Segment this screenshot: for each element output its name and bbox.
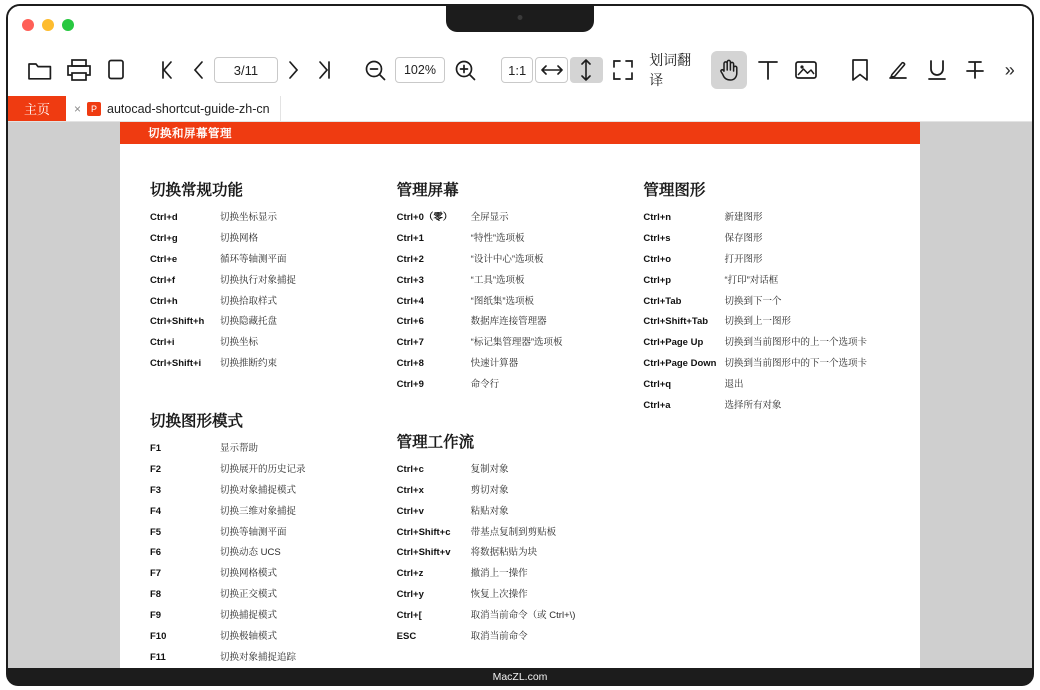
watermark-text: MacZL.com <box>492 671 548 683</box>
table-row <box>150 316 387 337</box>
shortcut-key: Ctrl+n <box>643 212 672 223</box>
shortcut-desc: 剪切对象 <box>470 484 509 496</box>
table-row <box>397 589 634 610</box>
table-row <box>150 212 387 233</box>
shortcut-desc: 切换对象捕捉模式 <box>220 484 297 496</box>
table-row <box>397 296 634 317</box>
shortcut-key: Ctrl+4 <box>396 295 424 307</box>
shortcut-key: Ctrl+p <box>643 274 672 286</box>
shortcut-desc: 切换执行对象捕捉 <box>220 274 297 286</box>
minimize-window-button[interactable] <box>42 19 54 31</box>
table-row <box>150 296 387 317</box>
table-row <box>397 610 634 631</box>
table-row <box>150 233 387 254</box>
shortcut-key: Ctrl+9 <box>396 379 424 390</box>
table-row <box>397 485 634 506</box>
table-row <box>397 275 634 296</box>
zoom-level-input[interactable]: 102% <box>395 57 445 83</box>
shortcut-desc: 切换动态 UCS <box>220 547 281 559</box>
close-icon[interactable]: × <box>74 101 82 116</box>
table-row <box>397 568 634 589</box>
column-2 <box>397 178 644 680</box>
tab-bar <box>8 96 1032 122</box>
shortcut-key: Ctrl+i <box>150 337 175 349</box>
shortcut-desc: 打开图形 <box>724 253 763 265</box>
shortcut-key: Ctrl+g <box>150 232 178 244</box>
table-row <box>150 464 387 485</box>
shortcut-key: F5 <box>150 526 162 538</box>
shortcut-key: F9 <box>150 610 162 621</box>
shortcut-desc: 复制对象 <box>470 463 509 475</box>
shortcut-desc: 切换三维对象捕捉 <box>220 505 297 517</box>
shortcut-desc: 切换展开的历史记录 <box>220 463 306 475</box>
tab-document[interactable] <box>66 96 281 121</box>
open-folder-icon[interactable] <box>22 51 58 89</box>
close-window-button[interactable] <box>22 19 34 31</box>
shortcut-key: F7 <box>150 568 162 580</box>
zoom-out-icon[interactable] <box>357 51 393 89</box>
maximize-window-button[interactable] <box>62 19 74 31</box>
app-window <box>6 4 1034 682</box>
shortcut-table <box>150 443 387 680</box>
table-row <box>397 212 634 233</box>
table-row <box>643 358 880 379</box>
shortcut-desc: 新建图形 <box>724 212 763 223</box>
shortcut-key: F4 <box>150 505 162 517</box>
shortcut-desc: 选择所有对象 <box>724 399 782 411</box>
first-page-icon[interactable] <box>153 51 182 89</box>
shortcut-desc: 切换对象捕捉追踪 <box>220 651 297 663</box>
shortcut-key: Ctrl+o <box>643 253 672 265</box>
shortcut-desc: 切换到下一个 <box>724 295 782 307</box>
shortcut-desc: 切换极轴模式 <box>220 630 278 642</box>
next-page-icon[interactable] <box>280 51 309 89</box>
zoom-in-icon[interactable] <box>447 51 483 89</box>
highlight-tool-icon[interactable] <box>880 51 916 89</box>
shortcut-key: Ctrl+Tab <box>643 295 682 307</box>
shortcut-desc: 显示帮助 <box>220 443 259 454</box>
shortcut-desc: 切换推断约束 <box>220 358 278 370</box>
table-row <box>397 316 634 337</box>
main-toolbar <box>8 44 1032 96</box>
shortcut-desc: 切换到上一图形 <box>724 316 791 328</box>
table-row <box>643 296 880 317</box>
shortcut-key: F6 <box>150 547 162 559</box>
shortcut-desc: 取消当前命令（或 Ctrl+\) <box>470 610 576 621</box>
previous-page-icon[interactable] <box>184 51 213 89</box>
shortcut-key: F2 <box>150 463 162 475</box>
shortcut-desc: 将数据粘贴为块 <box>470 547 538 559</box>
section-title: 切换图形模式 <box>150 413 244 430</box>
shortcut-desc: 带基点复制到剪贴板 <box>470 526 557 538</box>
table-row <box>150 254 387 275</box>
shortcut-desc: 快速计算器 <box>470 358 519 370</box>
table-row <box>397 547 634 568</box>
shortcut-key: Ctrl+Page Down <box>643 358 717 370</box>
shortcut-desc: 切换正交模式 <box>220 589 278 601</box>
shortcut-desc: 切换坐标显示 <box>220 212 278 223</box>
shortcut-key: Ctrl+a <box>643 399 671 411</box>
shortcut-desc: 数据库连接管理器 <box>470 316 547 328</box>
shortcut-desc: “打印”对话框 <box>724 274 779 286</box>
print-icon[interactable] <box>60 51 96 89</box>
table-row <box>397 527 634 548</box>
shortcut-desc: 恢复上次操作 <box>470 589 528 601</box>
shortcut-key: F3 <box>150 484 162 496</box>
window-titlebar <box>8 6 1032 44</box>
traffic-light-group <box>22 19 74 31</box>
shortcut-desc: “设计中心”选项板 <box>470 253 544 265</box>
shortcut-table <box>397 212 634 400</box>
shortcut-desc: “标记集管理器”选项板 <box>470 337 563 349</box>
table-row <box>643 212 880 233</box>
shortcut-key: Ctrl+q <box>643 379 672 390</box>
shortcut-desc: 切换网格 <box>220 232 259 244</box>
table-row <box>643 337 880 358</box>
shortcut-key: Ctrl+s <box>643 232 671 244</box>
shortcut-desc: 命令行 <box>470 379 500 390</box>
fit-width-icon[interactable] <box>535 57 568 83</box>
shortcut-key: Ctrl+c <box>396 463 424 475</box>
shortcut-desc: 切换到当前图形中的上一个选项卡 <box>724 337 867 349</box>
table-row <box>150 568 387 589</box>
shortcut-key: Ctrl+Shift+Tab <box>643 316 709 328</box>
shortcut-key: Ctrl+y <box>396 589 424 601</box>
shortcut-desc: 全屏显示 <box>470 212 509 223</box>
table-row <box>397 631 634 652</box>
table-row <box>150 527 387 548</box>
pdf-file-icon: P <box>87 102 101 116</box>
shortcut-desc: 切换坐标 <box>220 337 259 349</box>
table-row <box>397 233 634 254</box>
table-row <box>150 610 387 631</box>
fit-height-icon[interactable] <box>570 57 603 83</box>
shortcut-key: F1 <box>150 443 162 454</box>
shortcut-key: Ctrl+d <box>150 212 178 223</box>
table-row <box>150 547 387 568</box>
shortcut-key: Ctrl+[ <box>396 610 422 621</box>
table-row <box>150 337 387 358</box>
shortcut-desc: 撤消上一操作 <box>470 568 528 580</box>
pdf-page <box>120 122 920 680</box>
table-row <box>150 358 387 379</box>
table-row <box>150 506 387 527</box>
shortcut-key: F8 <box>150 589 162 601</box>
table-row <box>397 254 634 275</box>
more-tools-button[interactable]: » <box>1004 59 1015 80</box>
page-banner-title: 切换和屏幕管理 <box>120 122 920 144</box>
display-notch <box>446 6 594 32</box>
shortcut-key: F11 <box>150 651 166 663</box>
shortcut-table <box>397 464 634 652</box>
shortcut-desc: 保存图形 <box>724 232 763 244</box>
shortcut-key: Ctrl+7 <box>396 337 424 349</box>
shortcut-desc: 切换到当前图形中的下一个选项卡 <box>724 358 867 370</box>
shortcut-key: Ctrl+Shift+i <box>150 358 202 370</box>
shortcut-key: Ctrl+0（零） <box>396 212 453 223</box>
shortcut-key: Ctrl+f <box>150 274 176 286</box>
table-row <box>397 464 634 485</box>
shortcut-key: Ctrl+1 <box>396 232 424 244</box>
table-row <box>150 275 387 296</box>
shortcut-key: Ctrl+e <box>150 253 178 265</box>
table-row <box>643 233 880 254</box>
shortcut-key: Ctrl+Page Up <box>643 337 704 349</box>
table-row <box>150 631 387 652</box>
table-row <box>150 485 387 506</box>
last-page-icon[interactable] <box>310 51 339 89</box>
table-row <box>397 337 634 358</box>
shortcut-key: Ctrl+3 <box>396 274 424 286</box>
actual-size-button[interactable]: 1:1 <box>501 57 534 83</box>
fullscreen-icon[interactable] <box>605 51 641 89</box>
text-tool-icon[interactable] <box>749 51 785 89</box>
shortcut-key: Ctrl+8 <box>396 358 424 370</box>
section-title: 管理屏幕 <box>396 182 459 199</box>
shortcut-desc: 取消当前命令 <box>470 630 528 642</box>
column-3 <box>643 178 890 680</box>
underline-tool-icon[interactable] <box>918 51 954 89</box>
image-tool-icon[interactable] <box>788 51 824 89</box>
word-translate-button[interactable]: 划词翻译 <box>649 52 692 88</box>
shortcut-desc: “工具”选项板 <box>470 274 525 286</box>
shortcut-desc: 切换网格模式 <box>220 568 278 580</box>
section-title: 切换常规功能 <box>150 182 244 199</box>
shortcut-desc: 退出 <box>724 379 744 390</box>
shortcut-desc: 循环等轴测平面 <box>220 253 287 265</box>
shortcut-key: ESC <box>396 630 417 642</box>
shortcut-desc: 切换隐藏托盘 <box>220 316 278 328</box>
shortcut-desc: “特性”选项板 <box>470 232 525 244</box>
strikethrough-tool-icon[interactable] <box>957 51 993 89</box>
shortcut-desc: 切换拾取样式 <box>220 295 278 307</box>
column-1 <box>150 178 397 680</box>
table-row <box>643 379 880 400</box>
page-columns <box>120 144 920 680</box>
table-row <box>643 275 880 296</box>
bookmark-tool-icon[interactable] <box>842 51 878 89</box>
table-row <box>150 443 387 464</box>
copy-icon[interactable] <box>99 51 135 89</box>
table-row <box>397 379 634 400</box>
shortcut-key: Ctrl+v <box>396 505 424 517</box>
shortcut-key: Ctrl+z <box>396 568 424 580</box>
shortcut-table <box>150 212 387 379</box>
shortcut-key: Ctrl+Shift+c <box>396 526 451 538</box>
shortcut-desc: 切换等轴测平面 <box>220 526 287 538</box>
table-row <box>397 358 634 379</box>
hand-tool-icon[interactable] <box>711 51 747 89</box>
shortcut-key: F10 <box>150 630 167 642</box>
shortcut-desc: 粘贴对象 <box>470 505 509 517</box>
shortcut-desc: 切换捕捉模式 <box>220 610 278 621</box>
tab-home[interactable]: 主页 <box>8 96 66 121</box>
table-row <box>397 506 634 527</box>
document-viewport[interactable] <box>8 122 1032 680</box>
camera-icon <box>518 15 523 20</box>
tab-document-label: autocad-shortcut-guide-zh-cn <box>107 101 270 116</box>
table-row <box>643 254 880 275</box>
section-title: 管理图形 <box>643 182 706 199</box>
shortcut-key: Ctrl+Shift+v <box>396 547 451 559</box>
table-row <box>150 589 387 610</box>
shortcut-key: Ctrl+x <box>396 484 424 496</box>
shortcut-key: Ctrl+Shift+h <box>150 316 205 328</box>
shortcut-desc: “图纸集”选项板 <box>470 295 534 307</box>
shortcut-key: Ctrl+2 <box>396 253 424 265</box>
section-title: 管理工作流 <box>396 433 475 451</box>
shortcut-key: Ctrl+h <box>150 295 178 307</box>
watermark-bar <box>6 668 1034 686</box>
table-row <box>643 316 880 337</box>
shortcut-table <box>643 212 880 421</box>
page-number-input[interactable]: 3/11 <box>214 57 277 83</box>
shortcut-key: Ctrl+6 <box>396 316 424 328</box>
table-row <box>643 400 880 421</box>
